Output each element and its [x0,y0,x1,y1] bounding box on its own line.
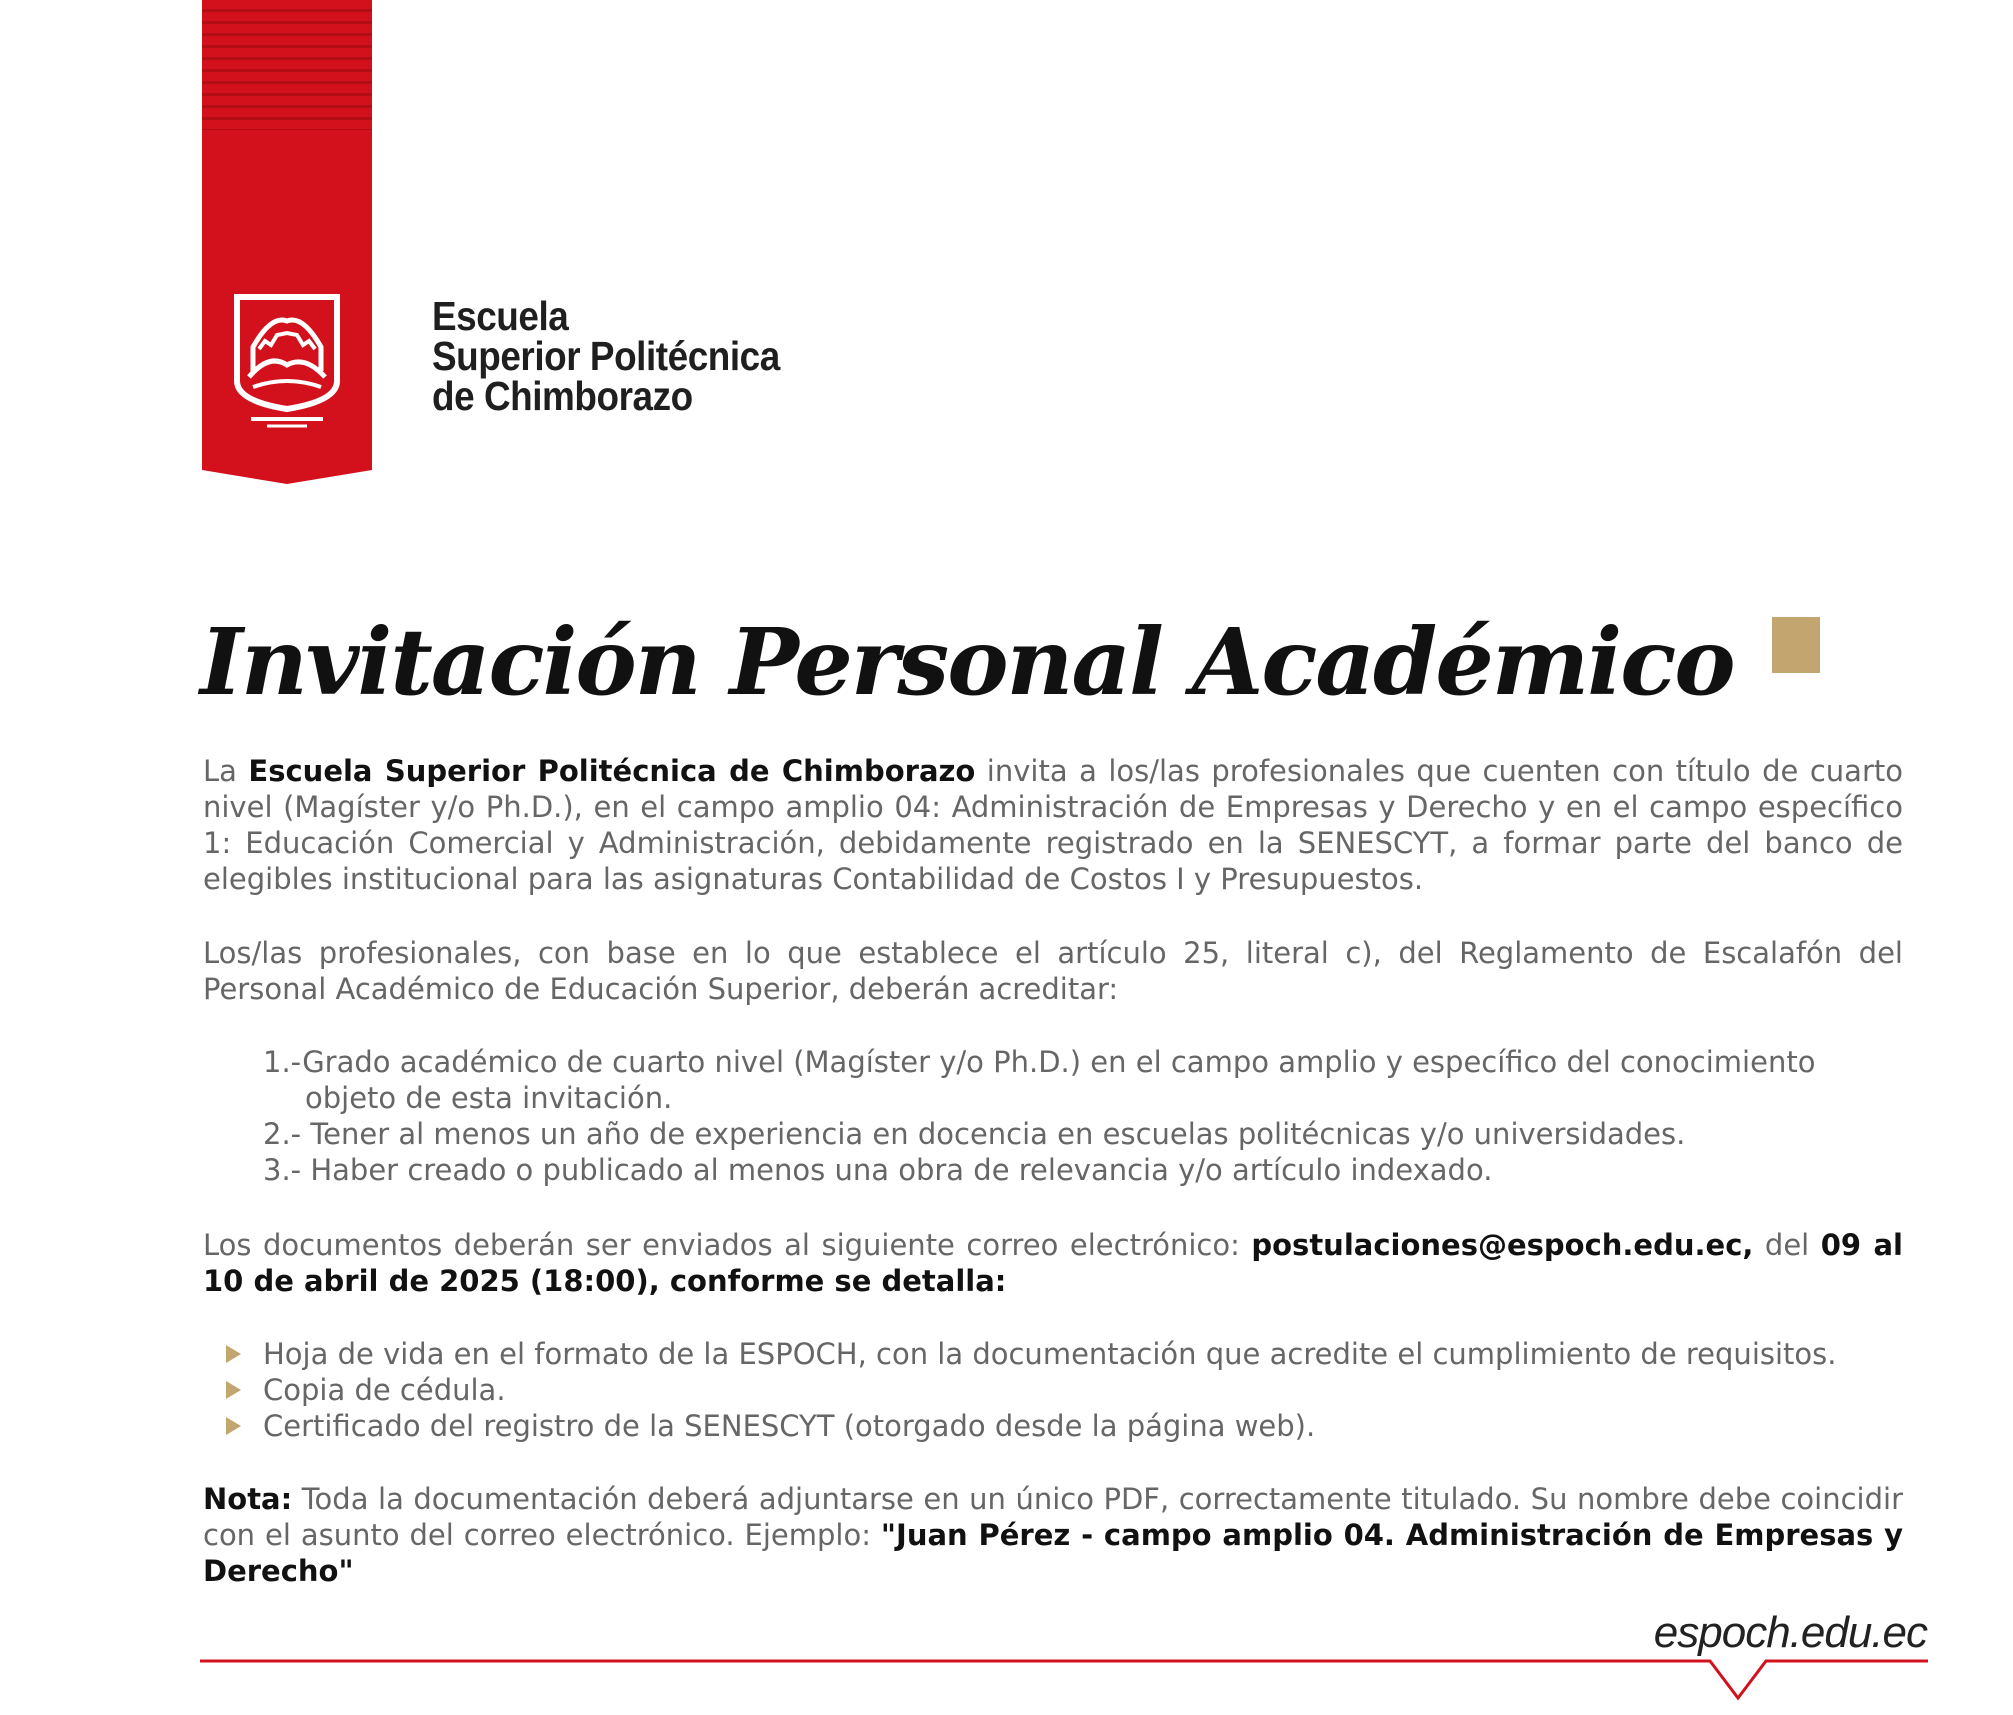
bullet-triangle-icon [226,1417,241,1435]
ribbon-stripes [202,0,372,130]
list-item: Copia de cédula. [226,1372,1906,1408]
intro-paragraph: La Escuela Superior Politécnica de Chimborazo invita a los/las profesionales que cuenten con título de cuarto nivel (Magíster y/o Ph.D.), en el campo amplio 04: Administración de Empresas y Derecho y en el campo específico 1: Educación Comercial y Administración, debidamente registrado en la SENESCYT, a formar parte del banco de elegibles institucional para las asignaturas Contabilidad de Costos I y Presupuestos. [203,754,1903,896]
bullet-triangle-icon [226,1345,241,1363]
bullet-triangle-icon [226,1381,241,1399]
institution-name-line-2: Superior Politécnica [432,333,780,379]
list-item: 3.- Haber creado o publicado al menos una obra de relevancia y/o artículo indexado. [263,1153,1493,1187]
ribbon-tip [202,468,372,486]
footer-website[interactable]: espoch.edu.ec [1653,1608,1927,1657]
institution-crest-icon [231,291,343,431]
list-item: Certificado del registro de la SENESCYT (otorgado desde la página web). [226,1408,1906,1444]
institution-highlight: Escuela Superior Politécnica de Chimborazo [248,754,976,788]
institution-name-line-1: Escuela [432,293,569,339]
submission-paragraph: Los documentos deberán ser enviados al siguiente correo electrónico: postulaciones@espoch.edu.ec, del 09 al 10 de abril de 2025 (18:00), conforme se detalla: [203,1228,1903,1298]
requirements-list [263,1044,1903,1188]
list-item: 2.- Tener al menos un año de experiencia en docencia en escuelas politécnicas y/o universidades. [263,1117,1686,1151]
submission-email: postulaciones@espoch.edu.ec, [1251,1228,1754,1262]
submission-dates: 09 al 10 de abril de 2025 (18:00), conforme se detalla: [203,1228,1903,1298]
institution-name [432,293,818,419]
note-label: Nota: [203,1482,293,1516]
documents-list [226,1336,1906,1444]
list-item: 1.-Grado académico de cuarto nivel (Magíster y/o Ph.D.) en el campo amplio y específico del conocimiento objeto de esta invitación. [263,1045,1816,1115]
institution-name-line-3: de Chimborazo [432,373,693,419]
title-accent-square [1772,617,1820,673]
page-title: Invitación Personal Académico [200,608,1734,716]
list-item: Hoja de vida en el formato de la ESPOCH, con la documentación que acredite el cumplimiento de requisitos. [226,1336,1906,1372]
note-paragraph: Nota: Toda la documentación deberá adjuntarse en un único PDF, correctamente titulado. Su nombre debe coincidir con el asunto del correo electrónico. Ejemplo: "Juan Pérez - campo amplio 04. Administración de Empresas y Derecho" [203,1482,1904,1588]
note-example: "Juan Pérez - campo amplio 04. Administración de Empresas y Derecho" [203,1518,1904,1588]
footer-divider [200,1658,1928,1708]
requirements-intro: Los/las profesionales, con base en lo que establece el artículo 25, literal c), del Reglamento de Escalafón del Personal Académico de Educación Superior, deberán acreditar: [203,936,1903,1006]
